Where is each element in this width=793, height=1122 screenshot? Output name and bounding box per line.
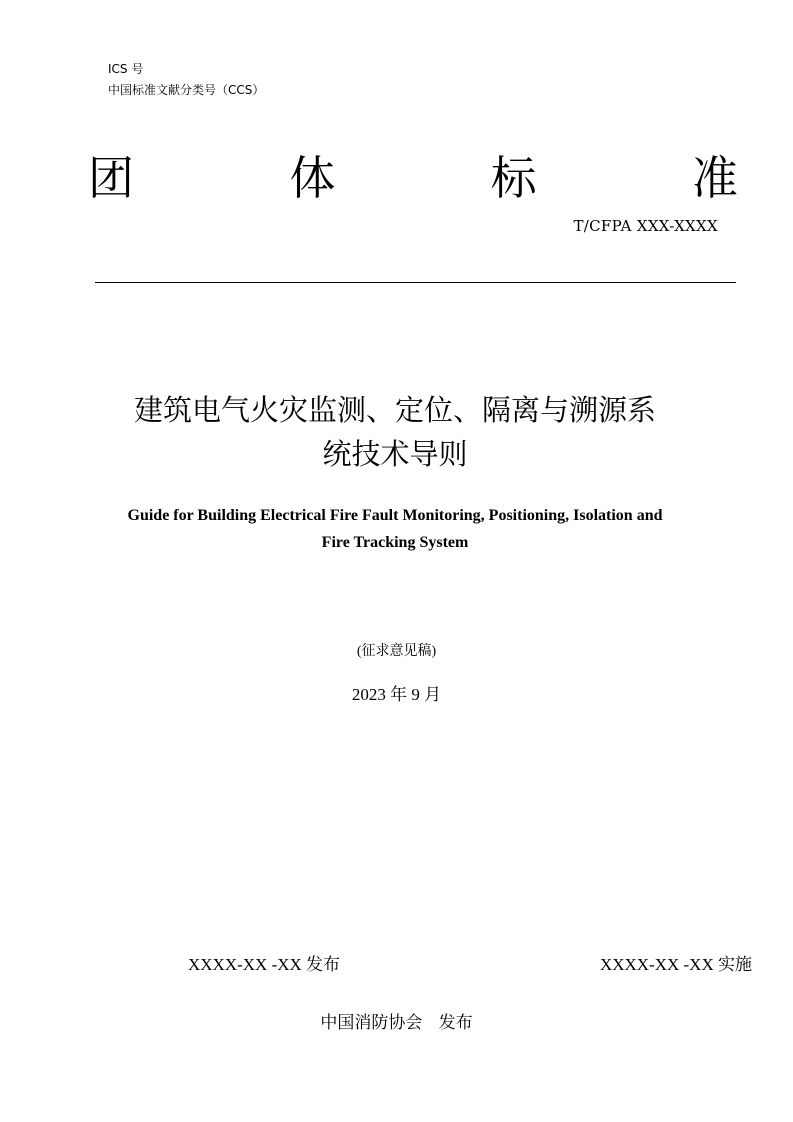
header-divider [95, 282, 736, 283]
ics-number: ICS 号 [108, 62, 144, 76]
standard-number: T/CFPA XXX-XXXX [573, 217, 718, 235]
standard-type-char: 团 [88, 151, 134, 205]
document-title-cn [60, 388, 730, 476]
draft-status: (征求意见稿) [356, 644, 437, 659]
draft-date: 2023 年 9 月 [351, 685, 442, 704]
standard-type-char: 体 [289, 151, 336, 205]
ccs-number: 中国标准文献分类号（CCS） [108, 83, 265, 97]
document-title-en [50, 502, 740, 556]
title-cn-line-2: 统技术导则 [322, 437, 468, 471]
release-date: XXXX-XX -XX 发布 [188, 955, 341, 974]
implement-date: XXXX-XX -XX 实施 [599, 955, 752, 974]
title-en-line-2: Fire Tracking System [321, 534, 469, 551]
publisher: 中国消防协会 发布 [320, 1013, 473, 1033]
title-cn-line-1: 建筑电气火灾监测、定位、隔离与溯源系 [133, 393, 656, 427]
title-en-line-1: Guide for Building Electrical Fire Fault Monitoring, Positioning, Isolation and [127, 507, 663, 524]
standard-type-char: 准 [691, 151, 738, 205]
standard-type-char: 标 [490, 151, 537, 205]
standard-type-heading [88, 148, 738, 208]
